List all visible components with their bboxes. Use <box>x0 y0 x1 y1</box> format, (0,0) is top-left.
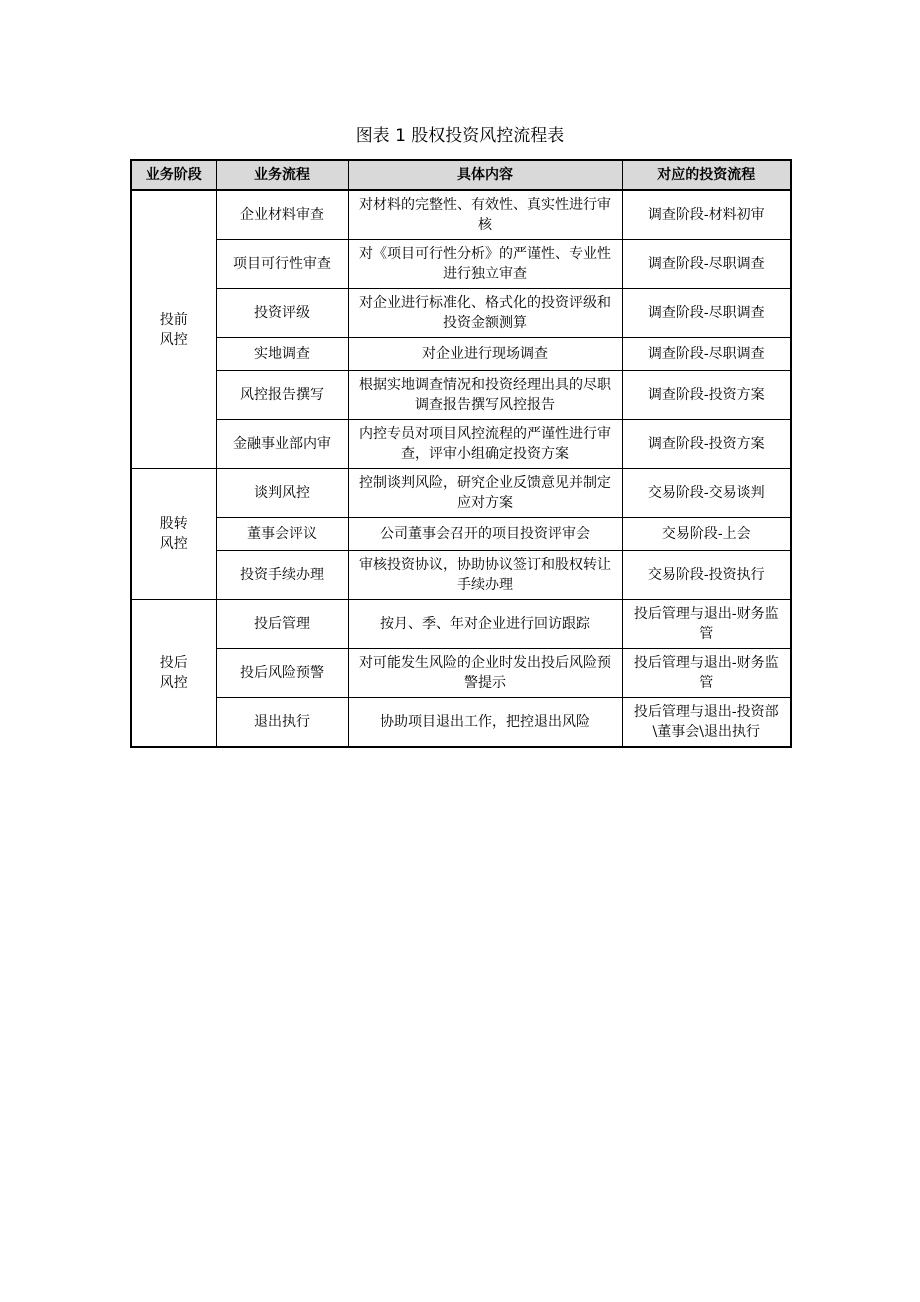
header-process: 业务流程 <box>216 160 348 190</box>
process-cell: 实地调查 <box>216 338 348 371</box>
content-cell: 协助项目退出工作，把控退出风险 <box>348 698 622 748</box>
process-cell: 项目可行性审查 <box>216 240 348 289</box>
content-cell: 内控专员对项目风控流程的严谨性进行审查，评审小组确定投资方案 <box>348 420 622 469</box>
flow-cell: 调查阶段-投资方案 <box>622 420 791 469</box>
flow-cell: 交易阶段-投资执行 <box>622 551 791 600</box>
risk-control-table <box>130 159 792 748</box>
content-cell: 公司董事会召开的项目投资评审会 <box>348 518 622 551</box>
stage-label-line2: 风控 <box>159 536 188 552</box>
stage-label-line2: 风控 <box>159 675 188 691</box>
stage-label-line1: 投后 <box>159 655 188 671</box>
content-cell: 按月、季、年对企业进行回访跟踪 <box>348 600 622 649</box>
table-row <box>131 289 791 338</box>
table-row <box>131 518 791 551</box>
flow-cell: 交易阶段-交易谈判 <box>622 469 791 518</box>
content-cell: 对材料的完整性、有效性、真实性进行审核 <box>348 190 622 240</box>
process-cell: 退出执行 <box>216 698 348 748</box>
stage-cell <box>131 600 216 748</box>
content-cell: 对可能发生风险的企业时发出投后风险预警提示 <box>348 649 622 698</box>
header-row <box>131 160 791 190</box>
flow-cell: 调查阶段-尽职调查 <box>622 240 791 289</box>
stage-cell <box>131 190 216 469</box>
stage-cell <box>131 469 216 600</box>
stage-label-line2: 风控 <box>159 331 188 348</box>
content-cell: 对企业进行现场调查 <box>348 338 622 371</box>
header-content: 具体内容 <box>348 160 622 190</box>
process-cell: 金融事业部内审 <box>216 420 348 469</box>
table-row <box>131 190 791 240</box>
process-cell: 企业材料审查 <box>216 190 348 240</box>
content-cell: 对企业进行标准化、格式化的投资评级和投资金额测算 <box>348 289 622 338</box>
flow-cell: 投后管理与退出-财务监管 <box>622 649 791 698</box>
flow-cell: 调查阶段-尽职调查 <box>622 338 791 371</box>
table-row <box>131 551 791 600</box>
flow-cell: 投后管理与退出-财务监管 <box>622 600 791 649</box>
table-caption: 图表 1 股权投资风控流程表 <box>355 126 565 146</box>
flow-cell: 交易阶段-上会 <box>622 518 791 551</box>
process-cell: 董事会评议 <box>216 518 348 551</box>
content-cell: 控制谈判风险，研究企业反馈意见并制定应对方案 <box>348 469 622 518</box>
stage-label-line1: 投前 <box>159 311 188 328</box>
process-cell: 风控报告撰写 <box>216 371 348 420</box>
process-cell: 投后管理 <box>216 600 348 649</box>
header-flow: 对应的投资流程 <box>622 160 791 190</box>
table-row <box>131 600 791 649</box>
process-cell: 投资手续办理 <box>216 551 348 600</box>
table-row <box>131 338 791 371</box>
process-cell: 投资评级 <box>216 289 348 338</box>
flow-cell: 调查阶段-材料初审 <box>622 190 791 240</box>
content-cell: 根据实地调查情况和投资经理出具的尽职调查报告撰写风控报告 <box>348 371 622 420</box>
table-row <box>131 649 791 698</box>
process-cell: 投后风险预警 <box>216 649 348 698</box>
content-cell: 审核投资协议，协助协议签订和股权转让手续办理 <box>348 551 622 600</box>
flow-cell: 调查阶段-投资方案 <box>622 371 791 420</box>
table-row <box>131 371 791 420</box>
table-row <box>131 469 791 518</box>
flow-cell: 投后管理与退出-投资部\董事会\退出执行 <box>622 698 791 748</box>
table-row <box>131 420 791 469</box>
content-cell: 对《项目可行性分析》的严谨性、专业性进行独立审查 <box>348 240 622 289</box>
flow-cell: 调查阶段-尽职调查 <box>622 289 791 338</box>
stage-label-line1: 股转 <box>159 516 188 532</box>
table-row <box>131 698 791 748</box>
header-stage: 业务阶段 <box>131 160 216 190</box>
process-cell: 谈判风控 <box>216 469 348 518</box>
table-row <box>131 240 791 289</box>
